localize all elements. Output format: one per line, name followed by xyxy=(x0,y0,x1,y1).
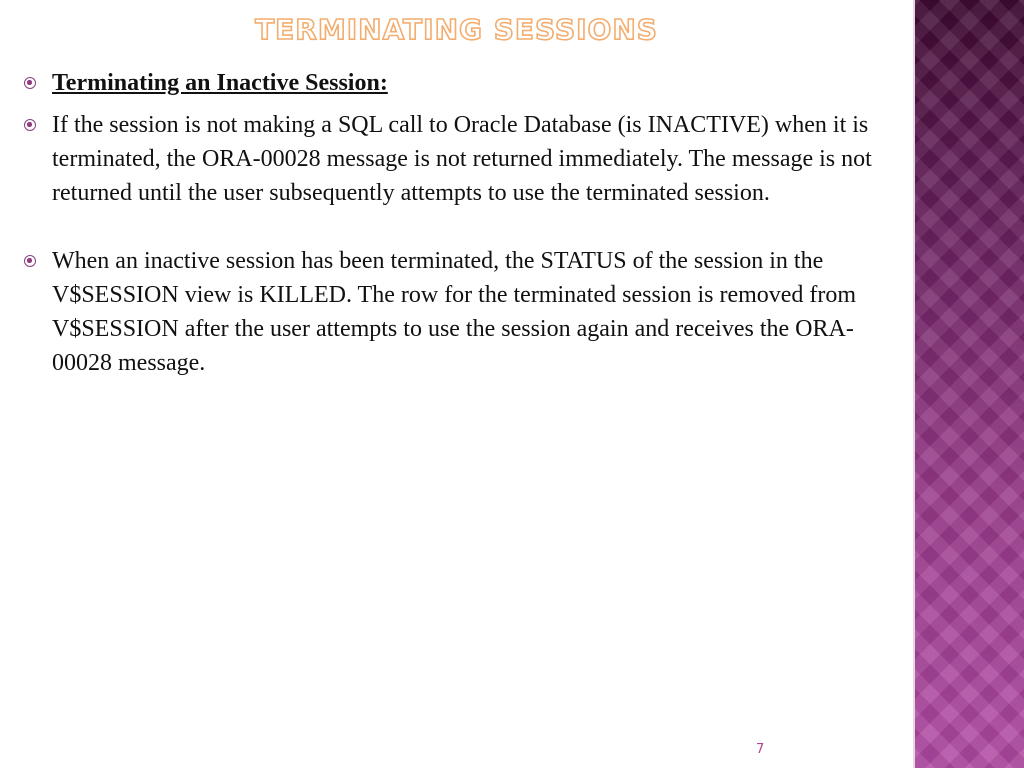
circle-dot-bullet-icon xyxy=(24,77,36,89)
bullet-item-heading xyxy=(24,66,904,100)
bullet-item-inactive-call xyxy=(24,108,904,210)
slide-content xyxy=(24,66,904,388)
bullet-text: If the session is not making a SQL call to Oracle Database (is INACTIVE) when it is terminated, the ORA-00028 message is not returned immediately. The message is not returned until the user subsequently attempts to use the terminated session. xyxy=(52,112,872,206)
circle-dot-bullet-icon xyxy=(24,119,36,131)
bullet-item-status-killed xyxy=(24,244,904,380)
slide-title: TERMINATING SESSIONS xyxy=(255,13,658,46)
bullet-text: When an inactive session has been terminated, the STATUS of the session in the V$SESSION view is KILLED. The row for the terminated session is removed from V$SESSION after the user attempts to use the session again and receives the ORA-00028 message. xyxy=(52,248,857,376)
page-number: 7 xyxy=(756,742,765,757)
bullet-heading-text: Terminating an Inactive Session: xyxy=(52,70,388,96)
decorative-side-panel xyxy=(913,0,1024,768)
circle-dot-bullet-icon xyxy=(24,255,36,267)
